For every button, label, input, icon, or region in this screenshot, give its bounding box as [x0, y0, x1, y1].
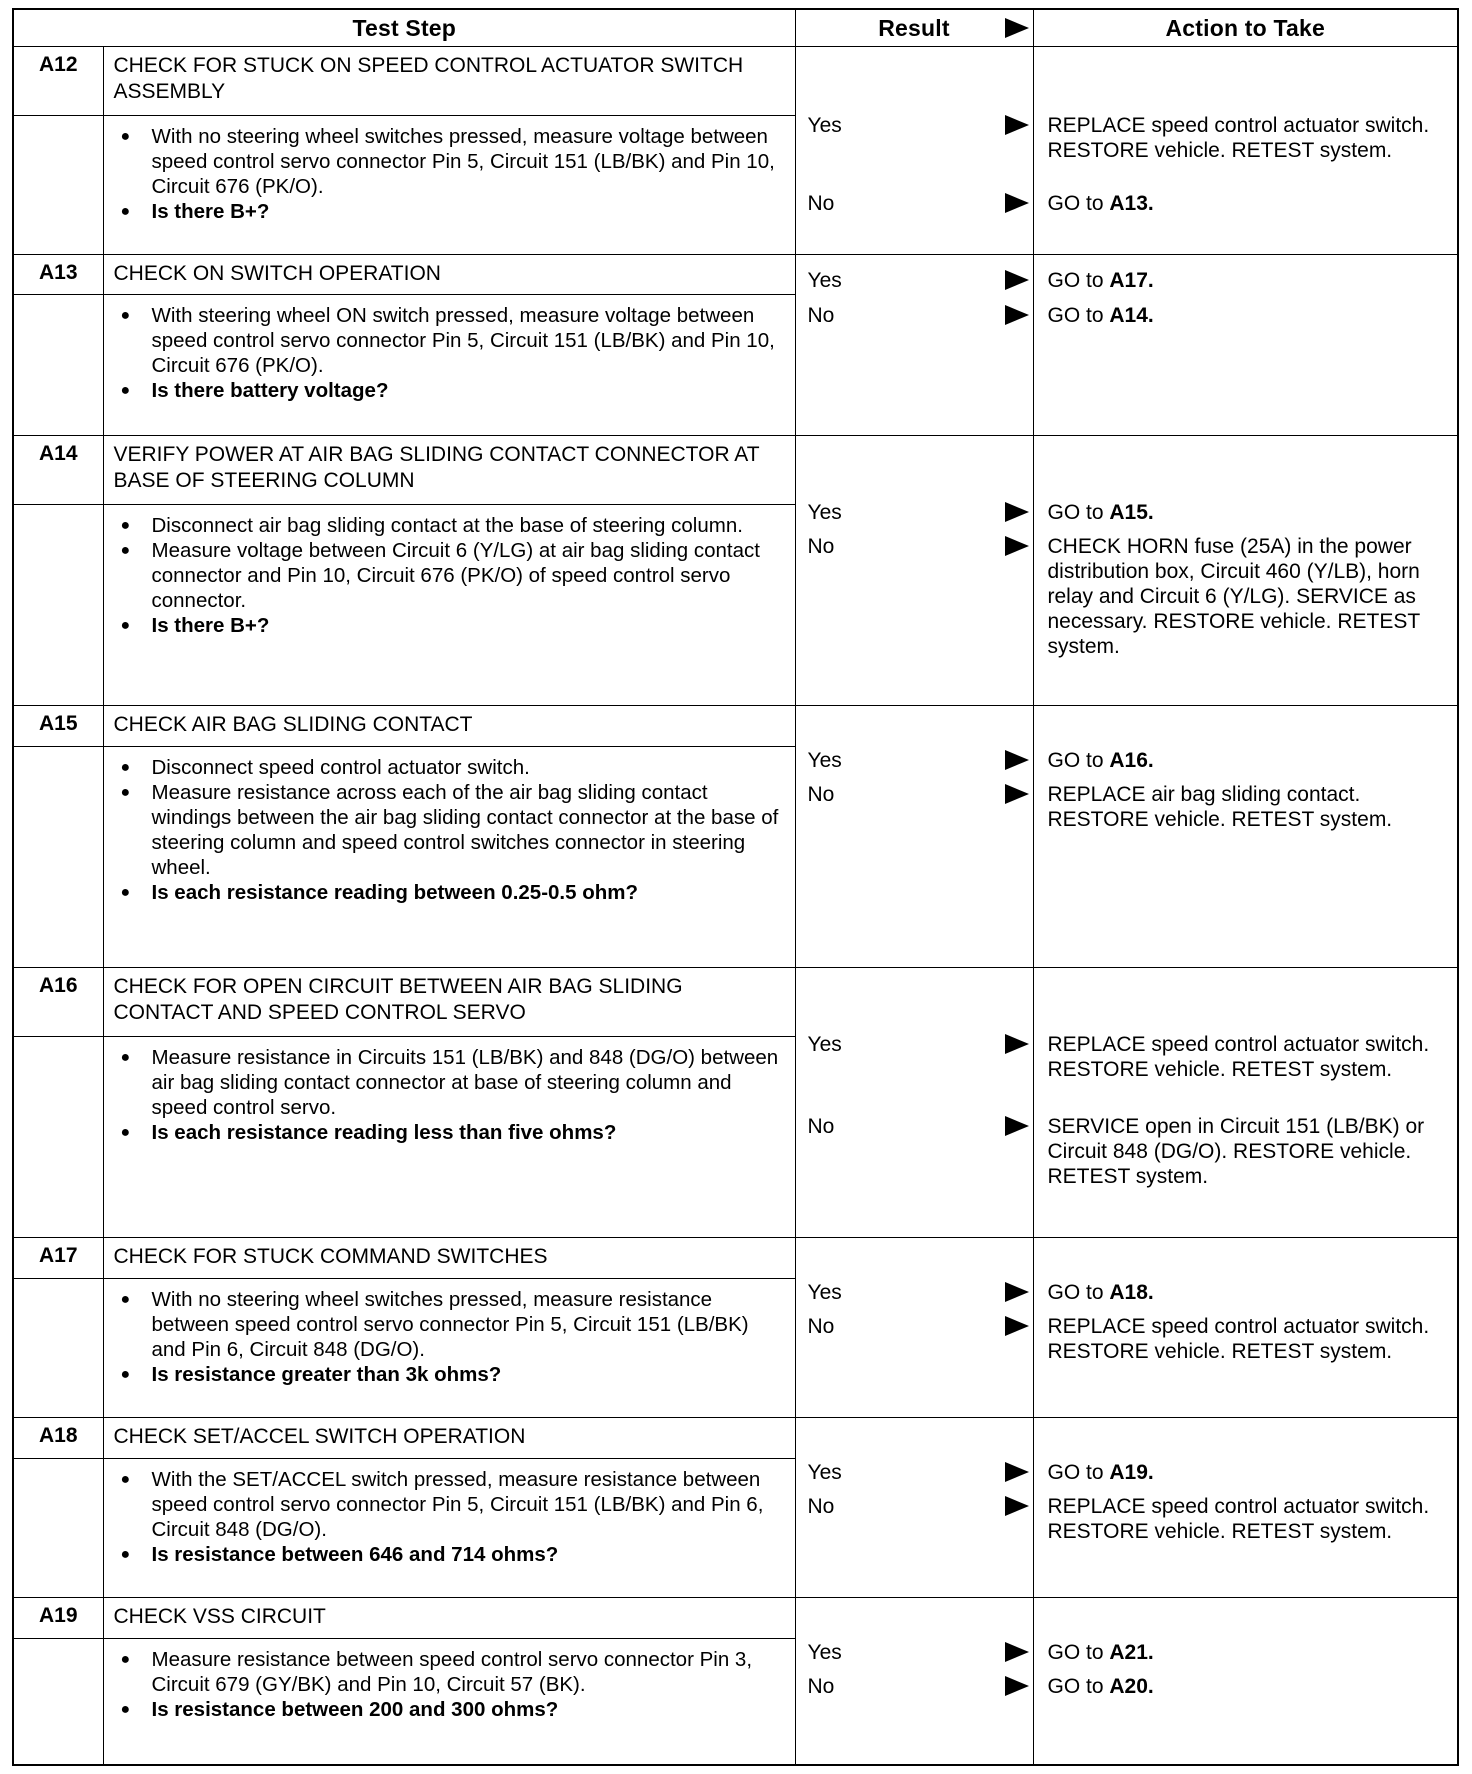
- step-title-row: [13, 706, 1458, 747]
- step-procedure: [103, 1036, 795, 1237]
- step-id-spacer: [13, 505, 103, 706]
- result-cell: [795, 47, 1033, 255]
- action-text: [1048, 1640, 1452, 1665]
- action-text: [1048, 1032, 1452, 1082]
- step-id-spacer: [13, 1036, 103, 1237]
- procedure-item: ● Measure resistance between speed control servo connector Pin 3, Circuit 679 (GY/BK) and Pin 10, Circuit 57 (BK).: [112, 1647, 787, 1697]
- procedure-item: ● Disconnect air bag sliding contact at the base of steering column.: [112, 513, 787, 538]
- arrow-right-icon: [1005, 536, 1029, 556]
- action-cell: [1033, 435, 1458, 705]
- procedure-list: [112, 1467, 787, 1567]
- action-prefix: GO to: [1047, 1461, 1110, 1485]
- procedure-list: [112, 1647, 787, 1722]
- step-procedure: [103, 295, 795, 436]
- action-cell: [1033, 47, 1458, 255]
- action-prefix: GO to: [1047, 1641, 1110, 1665]
- action-text: [1048, 1114, 1452, 1189]
- action-cell: [1033, 1418, 1458, 1598]
- action-instruction: SERVICE open in Circuit 151 (LB/BK) or Circuit 848 (DG/O). RESTORE vehicle. RETEST system.: [1047, 1114, 1425, 1188]
- action-text: [1048, 1674, 1452, 1699]
- arrow-right-icon: [1005, 1116, 1029, 1136]
- result-label: Yes: [807, 500, 842, 524]
- action-text: [1048, 534, 1452, 659]
- procedure-question: ● Is resistance greater than 3k ohms?: [112, 1362, 787, 1387]
- result-label: No: [807, 303, 835, 327]
- step-title-row: [13, 967, 1458, 1036]
- arrow-right-icon: [1005, 1676, 1029, 1696]
- result-label: Yes: [807, 1032, 842, 1056]
- step-id: A19: [13, 1598, 103, 1639]
- procedure-question: ● Is each resistance reading between 0.25-0.5 ohm?: [112, 880, 787, 905]
- arrow-right-icon: [1005, 1496, 1029, 1516]
- action-instruction: REPLACE speed control actuator switch. RESTORE vehicle. RETEST system.: [1047, 1314, 1430, 1363]
- result-label: No: [807, 1495, 835, 1519]
- step-id: A16: [13, 967, 103, 1036]
- arrow-right-icon: [1005, 750, 1029, 770]
- arrow-right-icon: [1005, 502, 1029, 522]
- result-label: Yes: [807, 114, 842, 137]
- step-id: A13: [13, 254, 103, 295]
- step-title: CHECK ON SWITCH OPERATION: [103, 254, 795, 295]
- result-label: Yes: [807, 1461, 842, 1485]
- action-target-step: A15.: [1109, 500, 1154, 524]
- step-procedure: [103, 505, 795, 706]
- result-label: Yes: [807, 268, 842, 292]
- step-title-row: [13, 1598, 1458, 1639]
- step-title: CHECK SET/ACCEL SWITCH OPERATION: [103, 1418, 795, 1459]
- procedure-item: ● Measure resistance in Circuits 151 (LB/BK) and 848 (DG/O) between air bag sliding contact connector at base of steering column and speed control servo.: [112, 1045, 787, 1120]
- action-prefix: GO to: [1047, 303, 1110, 327]
- procedure-list: [112, 513, 787, 638]
- step-id-spacer: [13, 746, 103, 967]
- action-prefix: GO to: [1047, 749, 1110, 773]
- action-target-step: A13.: [1109, 192, 1154, 215]
- step-title-row: [13, 1418, 1458, 1459]
- result-label: No: [807, 534, 835, 558]
- action-target-step: A20.: [1109, 1675, 1154, 1699]
- action-target-step: A16.: [1109, 749, 1154, 773]
- step-id-spacer: [13, 1638, 103, 1765]
- procedure-question: ● Is there B+?: [112, 613, 787, 638]
- action-instruction: REPLACE air bag sliding contact. RESTORE vehicle. RETEST system.: [1047, 783, 1393, 832]
- header-action: [1033, 9, 1458, 47]
- procedure-item: ● Measure resistance across each of the air bag sliding contact windings between the air bag sliding contact connector at the base of steering column and speed control switches connector in steering wheel.: [112, 780, 787, 880]
- action-prefix: GO to: [1047, 1675, 1110, 1699]
- result-cell: [795, 435, 1033, 705]
- action-instruction: CHECK HORN fuse (25A) in the power distribution box, Circuit 460 (Y/LB), horn relay and Circuit 6 (Y/LG). SERVICE as necessary. RESTORE vehicle. RETEST system.: [1047, 534, 1420, 658]
- step-id: A15: [13, 706, 103, 747]
- arrow-right-icon: [1005, 784, 1029, 804]
- action-target-step: A17.: [1109, 268, 1154, 292]
- step-title-row: [13, 435, 1458, 504]
- procedure-item: ● With no steering wheel switches pressed, measure resistance between speed control servo connector Pin 5, Circuit 151 (LB/BK) and Pin 6, Circuit 848 (DG/O).: [112, 1287, 787, 1362]
- procedure-item: ● Measure voltage between Circuit 6 (Y/LG) at air bag sliding contact connector and Pin 10, Circuit 676 (PK/O) of speed control servo connector.: [112, 538, 787, 613]
- step-procedure: [103, 1458, 795, 1598]
- action-cell: [1033, 1598, 1458, 1765]
- arrow-right-icon: [1005, 1462, 1029, 1482]
- step-id: A17: [13, 1237, 103, 1278]
- arrow-right-icon: [1005, 115, 1029, 135]
- result-cell: [795, 1598, 1033, 1765]
- arrow-right-icon: [1005, 305, 1029, 325]
- diagnostic-table: [12, 8, 1459, 1766]
- action-target-step: A21.: [1109, 1641, 1154, 1665]
- result-label: Yes: [807, 1641, 842, 1665]
- result-label: No: [807, 1314, 835, 1338]
- header-test-step: [13, 9, 795, 47]
- step-title: CHECK FOR STUCK ON SPEED CONTROL ACTUATOR SWITCH ASSEMBLY: [103, 47, 795, 116]
- procedure-list: [112, 303, 787, 403]
- action-cell: [1033, 1237, 1458, 1417]
- procedure-list: [112, 124, 787, 224]
- procedure-item: ● With the SET/ACCEL switch pressed, measure resistance between speed control servo connector Pin 5, Circuit 151 (LB/BK) and Pin 6, Circuit 848 (DG/O).: [112, 1467, 787, 1542]
- arrow-right-icon: [1005, 193, 1029, 213]
- action-target-step: A18.: [1109, 1280, 1154, 1304]
- result-label: No: [807, 783, 835, 807]
- action-text: [1048, 191, 1452, 216]
- action-prefix: GO to: [1047, 268, 1110, 292]
- action-prefix: GO to: [1047, 1280, 1110, 1304]
- step-id-spacer: [13, 1458, 103, 1598]
- step-procedure: [103, 1638, 795, 1765]
- action-prefix: GO to: [1047, 500, 1110, 524]
- result-label: No: [807, 192, 835, 215]
- procedure-item: ● With steering wheel ON switch pressed, measure voltage between speed control servo connector Pin 5, Circuit 151 (LB/BK) and Pin 10, Circuit 676 (PK/O).: [112, 303, 787, 378]
- step-procedure: [103, 746, 795, 967]
- step-id: A18: [13, 1418, 103, 1459]
- result-cell: [795, 1418, 1033, 1598]
- header-result-label: Result: [878, 14, 950, 41]
- arrow-right-icon: [1005, 1316, 1029, 1336]
- step-id-spacer: [13, 295, 103, 436]
- procedure-question: ● Is resistance between 646 and 714 ohms?: [112, 1542, 787, 1567]
- procedure-item: ● Disconnect speed control actuator switch.: [112, 755, 787, 780]
- step-title: CHECK VSS CIRCUIT: [103, 1598, 795, 1639]
- step-title-row: [13, 254, 1458, 295]
- step-id-spacer: [13, 116, 103, 254]
- header-test-step-label: Test Step: [352, 14, 457, 41]
- action-text: [1048, 1460, 1452, 1485]
- result-cell: [795, 967, 1033, 1237]
- result-cell: [795, 254, 1033, 435]
- step-title: CHECK FOR OPEN CIRCUIT BETWEEN AIR BAG SLIDING CONTACT AND SPEED CONTROL SERVO: [103, 967, 795, 1036]
- action-instruction: REPLACE speed control actuator switch. RESTORE vehicle. RETEST system.: [1047, 1495, 1430, 1544]
- table-body: [13, 47, 1458, 1766]
- procedure-question: ● Is each resistance reading less than five ohms?: [112, 1120, 787, 1145]
- procedure-list: [112, 755, 787, 905]
- step-id: A14: [13, 435, 103, 504]
- procedure-item: ● With no steering wheel switches pressed, measure voltage between speed control servo connector Pin 5, Circuit 151 (LB/BK) and Pin 10, Circuit 676 (PK/O).: [112, 124, 787, 199]
- action-text: [1048, 748, 1452, 773]
- action-text: [1048, 113, 1452, 163]
- result-cell: [795, 1237, 1033, 1417]
- step-procedure: [103, 116, 795, 254]
- step-title: CHECK FOR STUCK COMMAND SWITCHES: [103, 1237, 795, 1278]
- procedure-question: ● Is there battery voltage?: [112, 378, 787, 403]
- action-text: [1048, 1494, 1452, 1544]
- step-title: CHECK AIR BAG SLIDING CONTACT: [103, 706, 795, 747]
- arrow-right-icon: [1005, 18, 1029, 38]
- action-cell: [1033, 706, 1458, 967]
- arrow-right-icon: [1005, 1642, 1029, 1662]
- step-title-row: [13, 47, 1458, 116]
- result-label: No: [807, 1675, 835, 1699]
- arrow-right-icon: [1005, 1282, 1029, 1302]
- action-target-step: A14.: [1109, 303, 1154, 327]
- arrow-right-icon: [1005, 1034, 1029, 1054]
- action-instruction: REPLACE speed control actuator switch. RESTORE vehicle. RETEST system.: [1047, 114, 1430, 162]
- result-label: Yes: [807, 1280, 842, 1304]
- header-result: [795, 9, 1033, 47]
- step-id: A12: [13, 47, 103, 116]
- action-instruction: REPLACE speed control actuator switch. RESTORE vehicle. RETEST system.: [1047, 1032, 1430, 1081]
- step-procedure: [103, 1278, 795, 1418]
- action-target-step: A19.: [1109, 1461, 1154, 1485]
- procedure-question: ● Is resistance between 200 and 300 ohms?: [112, 1697, 787, 1722]
- action-cell: [1033, 967, 1458, 1237]
- action-text: [1048, 1314, 1452, 1364]
- step-id-spacer: [13, 1278, 103, 1418]
- procedure-list: [112, 1287, 787, 1387]
- header-action-label: Action to Take: [1165, 14, 1326, 41]
- table-header-row: [13, 9, 1458, 47]
- procedure-question: ● Is there B+?: [112, 199, 787, 224]
- action-text: [1048, 500, 1452, 525]
- result-cell: [795, 706, 1033, 967]
- procedure-list: [112, 1045, 787, 1145]
- step-title-row: [13, 1237, 1458, 1278]
- action-cell: [1033, 254, 1458, 435]
- action-text: [1048, 782, 1452, 832]
- result-label: Yes: [807, 749, 842, 773]
- action-text: [1048, 1280, 1452, 1305]
- action-text: [1048, 268, 1452, 293]
- action-text: [1048, 303, 1452, 328]
- action-prefix: GO to: [1047, 192, 1110, 215]
- result-label: No: [807, 1114, 835, 1138]
- step-title: VERIFY POWER AT AIR BAG SLIDING CONTACT CONNECTOR AT BASE OF STEERING COLUMN: [103, 435, 795, 504]
- arrow-right-icon: [1005, 270, 1029, 290]
